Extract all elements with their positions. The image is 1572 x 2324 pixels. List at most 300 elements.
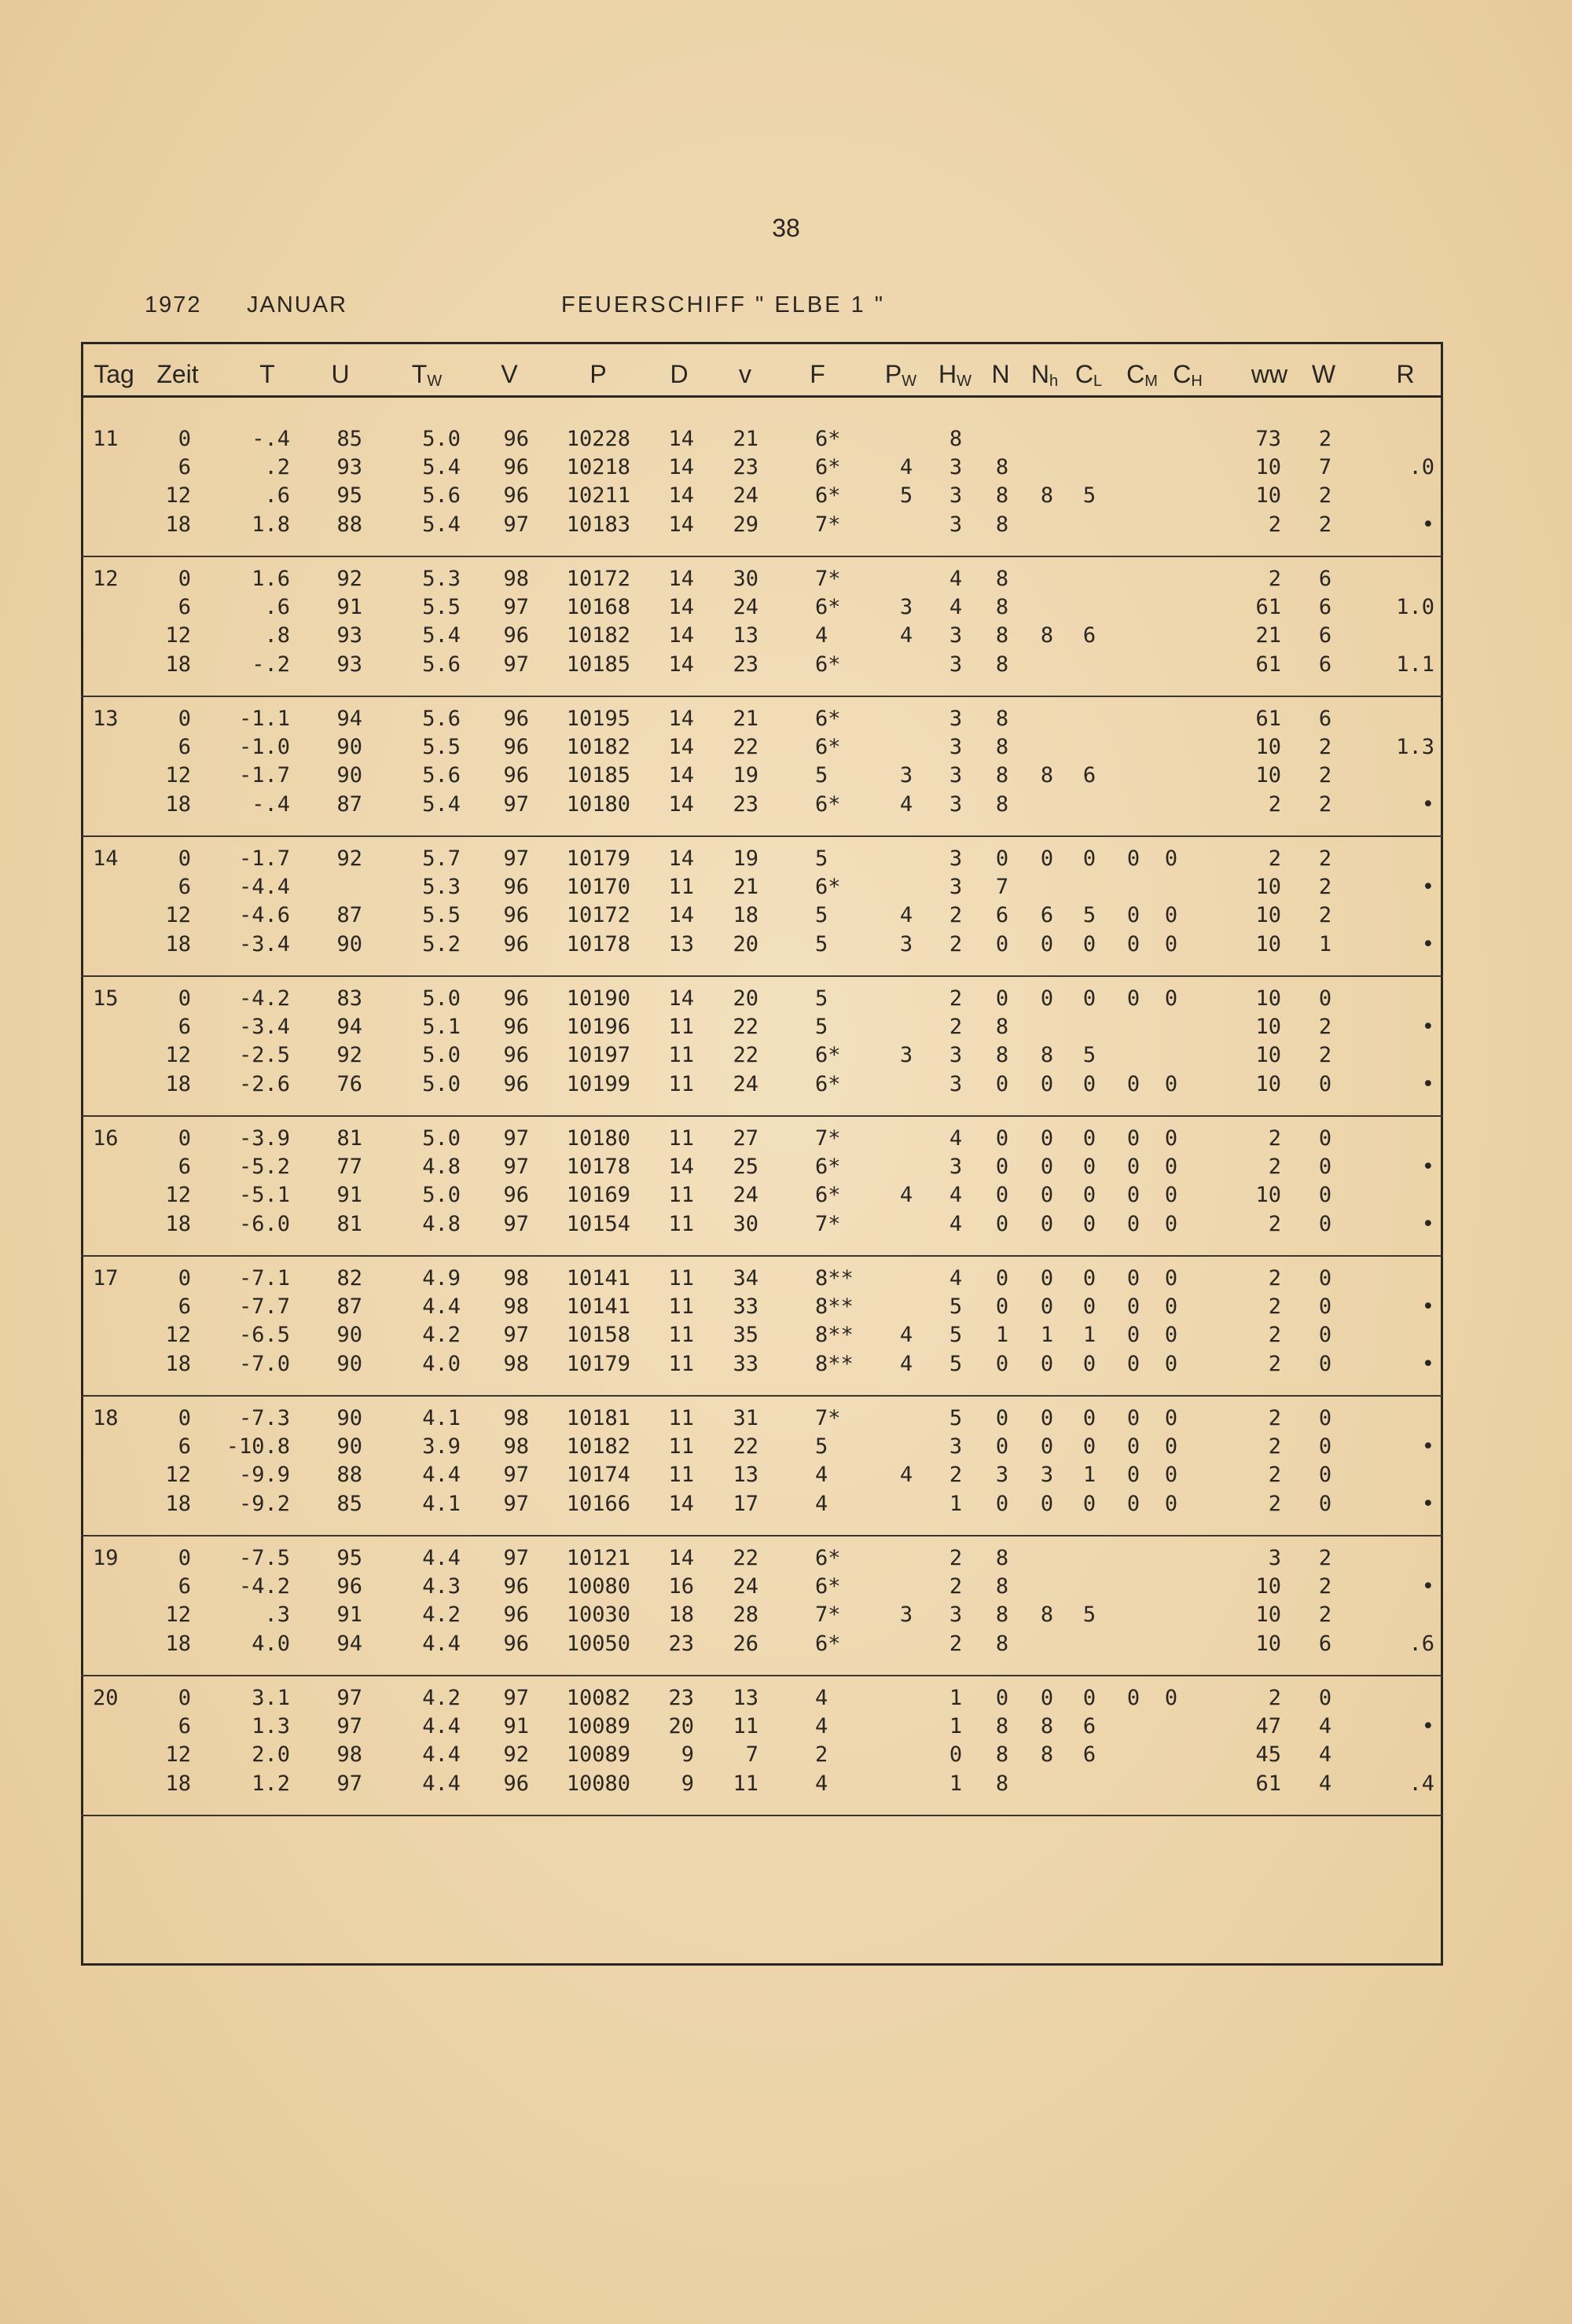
table-row [81,1741,1443,1769]
cell-zeit: 6 [178,1714,191,1739]
cell-n: 8 [995,623,1009,648]
cell-tw: 4.2 [422,1686,461,1710]
cell-zeit: 6 [178,455,191,480]
cell-u: 90 [336,1351,362,1376]
cell-v: 96 [503,931,529,956]
cell-pw: 4 [899,1351,913,1376]
cell-w: 2 [1318,1546,1332,1570]
cell-zeit: 12 [165,763,191,788]
cell-n: 0 [995,1434,1009,1459]
cell-t: -1.7 [238,763,290,788]
cell-v: 96 [503,623,529,648]
cell-t: 1.2 [252,1771,290,1796]
cell-v-speed: 23 [733,791,758,817]
cell-ww: 10 [1255,735,1281,760]
cell-v: 97 [503,1211,529,1236]
cell-tw: 5.0 [422,1071,461,1096]
cell-tw: 4.0 [422,1351,461,1376]
cell-ww: 61 [1255,595,1281,620]
cell-t: 1.8 [252,512,290,537]
cell-v-speed: 11 [733,1771,758,1796]
cell-cm: 0 [1126,1071,1140,1096]
cell-cl: 0 [1082,1434,1096,1459]
cell-f: 5 [815,763,828,788]
cell-tw: 5.6 [422,707,461,731]
cell-v-speed: 23 [733,455,758,480]
cell-w: 6 [1318,567,1332,591]
cell-w: 4 [1318,1771,1332,1796]
cell-ww: 10 [1255,763,1281,788]
table-row [81,565,1443,593]
cell-w: 2 [1318,791,1332,817]
cell-hw: 1 [949,1771,963,1796]
cell-w: 6 [1318,1631,1332,1656]
cell-u: 95 [336,483,362,508]
cell-v: 96 [503,455,529,480]
table-row [81,482,1443,510]
cell-ch: 0 [1164,1434,1178,1459]
cell-t: -7.0 [238,1351,290,1376]
cell-r: .0 [1409,455,1434,480]
table-row [81,593,1443,622]
cell-u: 90 [336,763,362,788]
cell-f: 8** [815,1266,854,1290]
cell-w: 4 [1318,1714,1332,1739]
column-header-cl: $C_L$ [1074,360,1103,390]
cell-cm: 0 [1126,1351,1140,1376]
cell-d: 14 [668,903,694,928]
cell-tw: 4.4 [422,1771,461,1796]
cell-t: .6 [264,483,290,508]
cell-t: -6.0 [238,1211,290,1236]
cell-p: 10166 [566,1491,630,1516]
column-header-u: U [331,360,350,388]
cell-v-speed: 24 [733,1574,758,1599]
cell-p: 10182 [566,1434,630,1459]
cell-ww: 45 [1255,1742,1281,1768]
cell-cl: 5 [1082,1603,1096,1628]
cell-n: 3 [995,1463,1009,1488]
cell-cl: 6 [1082,1714,1096,1739]
cell-tw: 5.4 [422,791,461,817]
column-header-ch: $C_H$ [1173,360,1203,390]
cell-zeit: 6 [178,875,191,900]
cell-u: 93 [336,652,362,677]
cell-d: 11 [668,1406,694,1430]
cell-nh: 0 [1040,1071,1054,1096]
cell-t: 2.0 [252,1742,290,1768]
cell-zeit: 0 [178,1406,191,1430]
cell-hw: 4 [949,567,963,591]
cell-v-speed: 23 [733,652,758,677]
cell-cl: 0 [1082,1126,1096,1151]
cell-cl: 5 [1082,903,1096,928]
cell-w: 0 [1318,1266,1332,1290]
cell-ww: 10 [1255,1574,1281,1599]
cell-t: -.2 [252,652,290,677]
cell-nh: 0 [1040,1351,1054,1376]
cell-hw: 0 [949,1742,963,1768]
cell-ww: 10 [1255,483,1281,508]
cell-f: 6* [815,735,841,760]
cell-w: 0 [1318,1183,1332,1208]
table-row [81,1181,1443,1210]
column-header-p: P [590,360,607,388]
cell-d: 14 [668,1546,694,1570]
cell-v: 97 [503,1463,529,1488]
cell-r: 1.0 [1396,595,1434,620]
cell-hw: 4 [949,1183,963,1208]
cell-ch: 0 [1164,1071,1178,1096]
cell-p: 10182 [566,735,630,760]
cell-tw: 5.0 [422,986,461,1011]
cell-hw: 2 [949,1574,963,1599]
cell-f: 5 [815,1015,828,1040]
cell-f: 7* [815,1126,841,1151]
cell-hw: 3 [949,763,963,788]
cell-cm: 0 [1126,1155,1140,1180]
cell-ch: 0 [1164,1351,1178,1376]
cell-f: 6* [815,595,841,620]
cell-ww: 10 [1255,1071,1281,1096]
cell-t: -1.7 [238,846,290,871]
cell-t: -.4 [252,791,290,817]
cell-tw: 5.1 [422,1015,461,1040]
cell-w: 6 [1318,707,1332,731]
cell-cl: 0 [1082,1294,1096,1320]
cell-v: 96 [503,735,529,760]
cell-n: 8 [995,1043,1009,1068]
cell-zeit: 6 [178,735,191,760]
cell-hw: 8 [949,427,963,451]
cell-t: -2.6 [238,1071,290,1096]
cell-hw: 5 [949,1406,963,1430]
cell-cl: 6 [1082,763,1096,788]
cell-t: 4.0 [252,1631,290,1656]
cell-n: 8 [995,1771,1009,1796]
cell-ww: 10 [1255,1183,1281,1208]
cell-u: 91 [336,1603,362,1628]
cell-cm: 0 [1126,1266,1140,1290]
cell-r: • [1421,1491,1434,1516]
day-tag: 18 [93,1406,119,1430]
cell-r: • [1421,1071,1434,1096]
cell-d: 14 [668,986,694,1011]
cell-f: 7* [815,512,841,537]
cell-f: 6* [815,875,841,900]
cell-ch: 0 [1164,1406,1178,1430]
cell-tw: 5.3 [422,875,461,900]
cell-pw: 4 [899,791,913,817]
cell-d: 16 [668,1574,694,1599]
cell-p: 10141 [566,1266,630,1290]
cell-v: 96 [503,707,529,731]
cell-n: 1 [995,1323,1009,1348]
cell-v: 97 [503,1126,529,1151]
cell-ch: 0 [1164,903,1178,928]
cell-nh: 0 [1040,1266,1054,1290]
cell-ww: 2 [1268,846,1281,871]
cell-ww: 2 [1268,1463,1281,1488]
cell-hw: 3 [949,1434,963,1459]
cell-f: 4 [815,623,828,648]
cell-ww: 61 [1255,1771,1281,1796]
cell-d: 14 [668,427,694,451]
cell-cl: 1 [1082,1323,1096,1348]
cell-pw: 4 [899,1463,913,1488]
cell-f: 7* [815,1603,841,1628]
cell-t: -7.1 [238,1266,290,1290]
cell-hw: 1 [949,1686,963,1710]
cell-w: 7 [1318,455,1332,480]
column-header-w: W [1311,360,1336,388]
cell-p: 10154 [566,1211,630,1236]
cell-v-speed: 24 [733,1071,758,1096]
cell-zeit: 18 [165,512,191,537]
day-block [81,425,1443,557]
cell-nh: 8 [1040,623,1054,648]
day-block [81,1265,1443,1397]
cell-cl: 6 [1082,623,1096,648]
cell-v: 96 [503,1771,529,1796]
cell-d: 14 [668,567,694,591]
cell-zeit: 0 [178,986,191,1011]
column-header-tag: Tag [94,360,134,388]
cell-ww: 10 [1255,875,1281,900]
cell-nh: 0 [1040,1126,1054,1151]
cell-t: -4.6 [238,903,290,928]
cell-ww: 2 [1268,791,1281,817]
cell-hw: 3 [949,1603,963,1628]
cell-v-speed: 25 [733,1155,758,1180]
cell-d: 14 [668,623,694,648]
cell-w: 0 [1318,1071,1332,1096]
cell-n: 8 [995,735,1009,760]
cell-cm: 0 [1126,1491,1140,1516]
cell-r: • [1421,875,1434,900]
column-header-pw: $P_W$ [884,360,917,390]
cell-n: 8 [995,1015,1009,1040]
day-tag: 11 [93,427,119,451]
cell-tw: 4.1 [422,1406,461,1430]
cell-t: 1.6 [252,567,290,591]
cell-ww: 2 [1268,1266,1281,1290]
cell-v: 97 [503,595,529,620]
cell-tw: 5.0 [422,1126,461,1151]
cell-ww: 10 [1255,903,1281,928]
cell-v: 97 [503,652,529,677]
cell-v: 97 [503,512,529,537]
cell-zeit: 12 [165,1043,191,1068]
cell-d: 11 [668,1434,694,1459]
cell-zeit: 6 [178,1015,191,1040]
cell-t: -1.1 [238,707,290,731]
cell-hw: 4 [949,1266,963,1290]
cell-zeit: 18 [165,652,191,677]
day-block [81,1125,1443,1257]
cell-v-speed: 22 [733,1043,758,1068]
cell-p: 10182 [566,623,630,648]
cell-w: 2 [1318,1015,1332,1040]
column-header-row [81,344,1443,398]
cell-u: 87 [336,903,362,928]
cell-v: 92 [503,1742,529,1768]
cell-t: -7.5 [238,1546,290,1570]
column-header-n: N [991,360,1010,388]
cell-d: 14 [668,763,694,788]
cell-w: 2 [1318,1603,1332,1628]
table-row [81,1684,1443,1713]
cell-p: 10199 [566,1071,630,1096]
cell-hw: 3 [949,483,963,508]
header-month: JANUAR [247,292,348,318]
cell-pw: 3 [899,1603,913,1628]
cell-ww: 2 [1268,512,1281,537]
table-row [81,931,1443,959]
cell-v: 97 [503,1686,529,1710]
cell-cl: 0 [1082,986,1096,1011]
cell-tw: 4.8 [422,1155,461,1180]
cell-u: 87 [336,791,362,817]
cell-v: 96 [503,1574,529,1599]
cell-p: 10195 [566,707,630,731]
table-row [81,762,1443,790]
cell-n: 8 [995,791,1009,817]
cell-zeit: 0 [178,1686,191,1710]
cell-hw: 2 [949,1631,963,1656]
cell-hw: 4 [949,1211,963,1236]
cell-v-speed: 28 [733,1603,758,1628]
cell-zeit: 18 [165,1211,191,1236]
cell-nh: 0 [1040,1155,1054,1180]
cell-nh: 0 [1040,1406,1054,1430]
cell-w: 2 [1318,1043,1332,1068]
cell-tw: 5.6 [422,763,461,788]
cell-cm: 0 [1126,1406,1140,1430]
cell-ww: 10 [1255,455,1281,480]
cell-cm: 0 [1126,903,1140,928]
cell-n: 8 [995,1603,1009,1628]
cell-p: 10185 [566,763,630,788]
cell-ch: 0 [1164,1126,1178,1151]
cell-nh: 0 [1040,986,1054,1011]
cell-p: 10050 [566,1631,630,1656]
cell-ww: 2 [1268,1294,1281,1320]
cell-p: 10179 [566,846,630,871]
cell-f: 2 [815,1742,828,1768]
cell-v: 96 [503,986,529,1011]
cell-tw: 4.4 [422,1546,461,1570]
cell-v: 96 [503,1631,529,1656]
cell-u: 85 [336,1491,362,1516]
cell-d: 11 [668,1323,694,1348]
table-row [81,791,1443,819]
cell-f: 7* [815,567,841,591]
cell-p: 10089 [566,1742,630,1768]
cell-cl: 0 [1082,1491,1096,1516]
cell-d: 14 [668,1155,694,1180]
cell-n: 0 [995,931,1009,956]
cell-tw: 5.4 [422,623,461,648]
cell-n: 8 [995,512,1009,537]
cell-w: 6 [1318,652,1332,677]
cell-v-speed: 17 [733,1491,758,1516]
cell-f: 6* [815,483,841,508]
cell-tw: 5.5 [422,735,461,760]
cell-tw: 4.4 [422,1294,461,1320]
cell-v-speed: 20 [733,986,758,1011]
cell-zeit: 6 [178,1155,191,1180]
cell-t: -10.8 [226,1434,290,1459]
cell-tw: 3.9 [422,1434,461,1459]
cell-pw: 3 [899,763,913,788]
cell-w: 2 [1318,735,1332,760]
cell-cm: 0 [1126,1686,1140,1710]
cell-d: 23 [668,1631,694,1656]
cell-t: 3.1 [252,1686,290,1710]
cell-f: 5 [815,1434,828,1459]
cell-v: 97 [503,1546,529,1570]
cell-u: 93 [336,623,362,648]
cell-n: 0 [995,1351,1009,1376]
cell-f: 4 [815,1463,828,1488]
cell-t: -3.4 [238,931,290,956]
cell-f: 5 [815,986,828,1011]
cell-p: 10180 [566,1126,630,1151]
cell-u: 88 [336,512,362,537]
cell-cl: 0 [1082,1155,1096,1180]
table-row [81,1461,1443,1489]
cell-u: 90 [336,1323,362,1348]
cell-f: 7* [815,1406,841,1430]
cell-zeit: 0 [178,707,191,731]
cell-d: 9 [681,1742,694,1768]
cell-ch: 0 [1164,1266,1178,1290]
cell-v-speed: 13 [733,623,758,648]
cell-u: 97 [336,1771,362,1796]
cell-n: 0 [995,1406,1009,1430]
cell-cl: 0 [1082,1686,1096,1710]
cell-nh: 0 [1040,1434,1054,1459]
cell-zeit: 0 [178,1546,191,1570]
cell-u: 94 [336,707,362,731]
cell-v: 98 [503,1294,529,1320]
day-tag: 13 [93,707,119,731]
cell-f: 6* [815,652,841,677]
cell-w: 2 [1318,846,1332,871]
cell-zeit: 6 [178,1574,191,1599]
cell-tw: 5.2 [422,931,461,956]
table-row [81,453,1443,482]
cell-f: 7* [815,1211,841,1236]
cell-ch: 0 [1164,1183,1178,1208]
cell-f: 6* [815,1546,841,1570]
cell-nh: 0 [1040,1211,1054,1236]
cell-t: -1.0 [238,735,290,760]
cell-nh: 0 [1040,846,1054,871]
cell-zeit: 18 [165,1351,191,1376]
cell-tw: 5.5 [422,595,461,620]
cell-zeit: 12 [165,903,191,928]
cell-f: 6* [815,1155,841,1180]
day-block [81,1544,1443,1676]
cell-d: 11 [668,1351,694,1376]
cell-v: 96 [503,427,529,451]
cell-cl: 0 [1082,1406,1096,1430]
table-row [81,1293,1443,1321]
cell-v: 98 [503,1406,529,1430]
cell-n: 8 [995,1742,1009,1768]
